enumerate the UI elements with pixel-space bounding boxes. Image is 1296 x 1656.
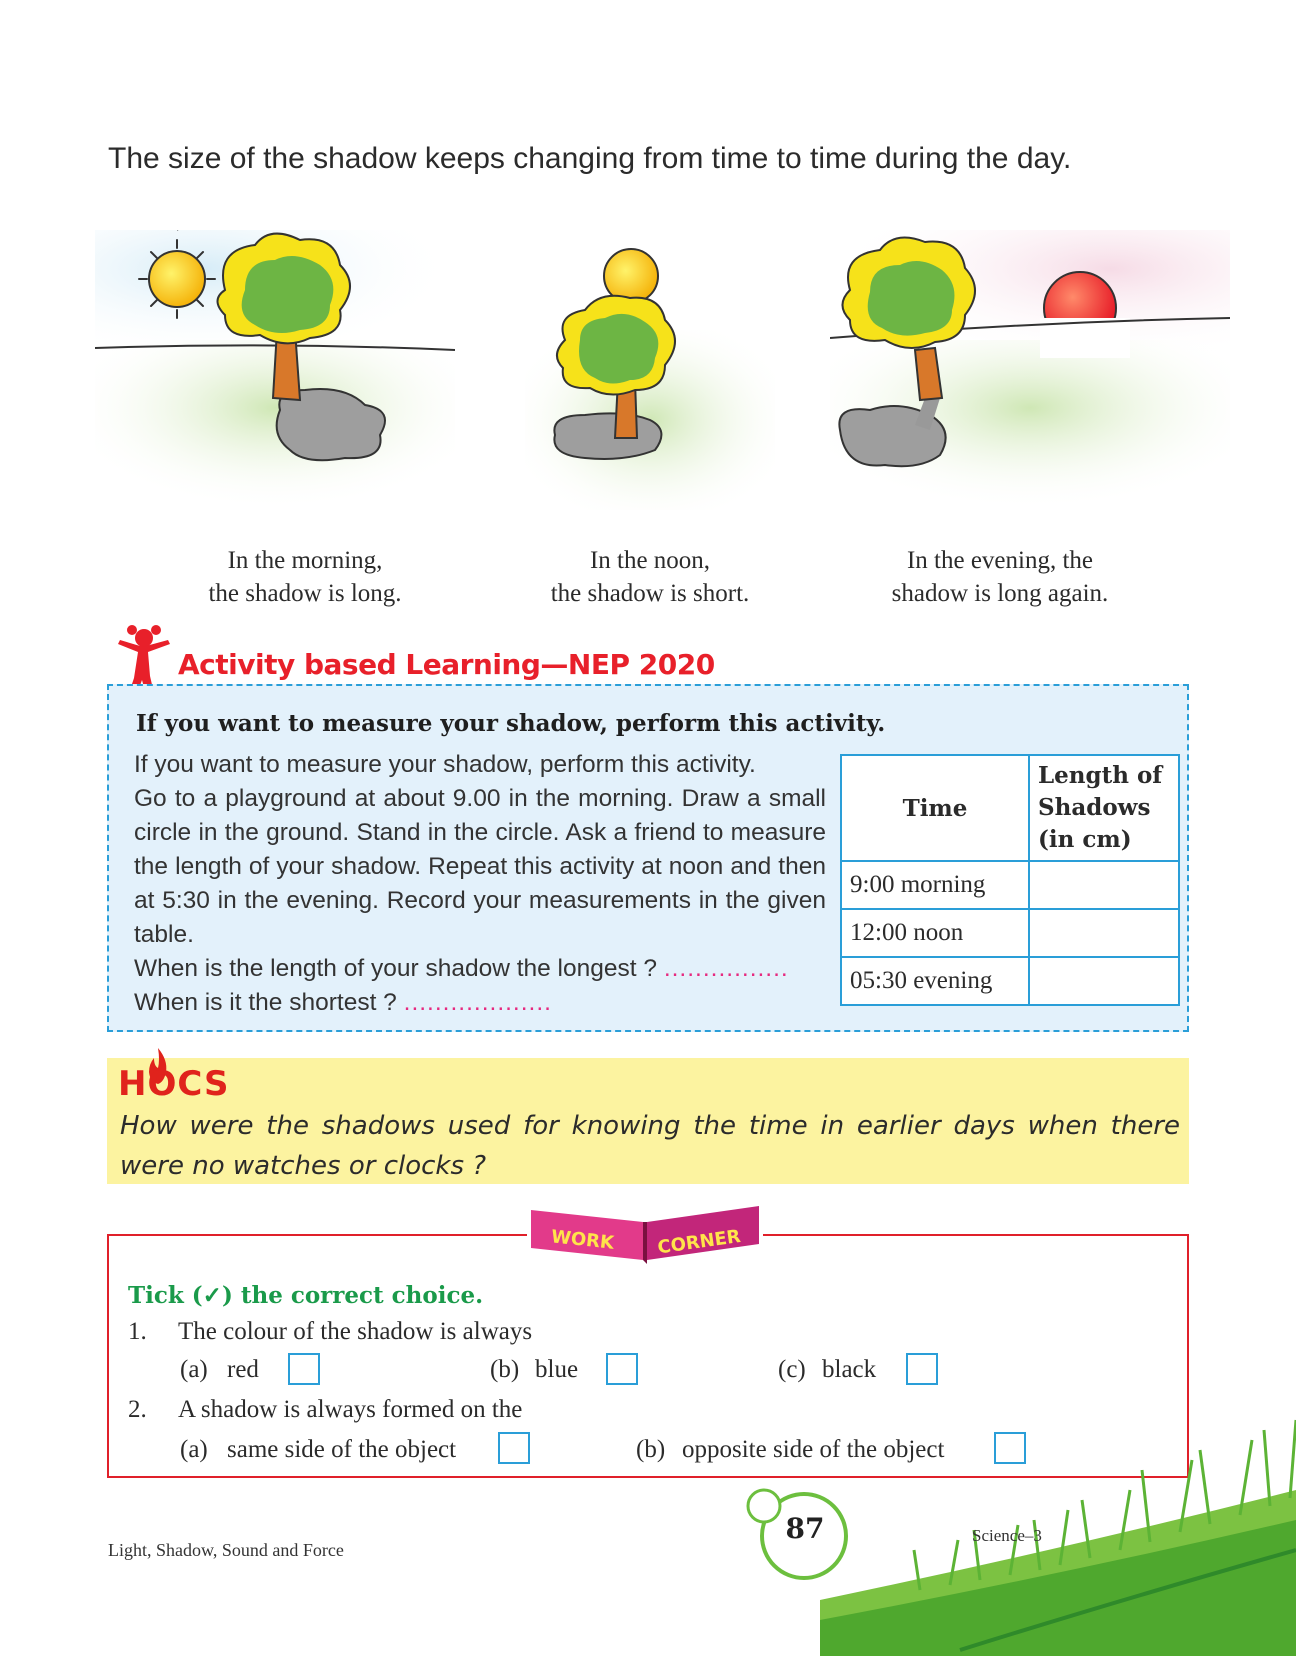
table-cell-length[interactable] [1029,957,1179,1005]
activity-question-1: When is the length of your shadow the longest ? ................ [134,955,789,982]
q2-option-b-text: opposite side of the object [682,1436,945,1463]
q2-option-a-text: same side of the object [227,1436,457,1463]
activity-para-1: If you want to measure your shadow, perform this activity. [134,751,756,778]
q1-option-b-text: blue [535,1356,579,1383]
activity-question-2: When is it the shortest ? ................... [134,989,552,1016]
activity-para-2: Go to a playground at about 9.00 in the morning. Draw a small circle in the ground. Stand in the circle. Ask a friend to measure the length of your shadow. Repeat this activity at noon and then at 5:30 in the evening. Record your measurements in the given table. [134,785,826,948]
table-cell-length[interactable] [1029,861,1179,909]
q1-option-c-label: (c) [778,1356,806,1383]
table-row [841,861,1179,909]
activity-title: Activity based Learning—NEP 2020 [178,648,715,681]
caption-evening: In the evening, the shadow is long again. [891,547,1109,607]
table-row [841,909,1179,957]
evening-tree-illustration [830,230,1230,530]
banner-corner-text: CORNER [656,1226,742,1259]
table-row [841,957,1179,1005]
table-cell-length[interactable] [1029,909,1179,957]
table-cell-time: 9:00 morning [841,861,1029,909]
hocs-title: HOCS [118,1064,230,1104]
activity-text [134,748,826,1020]
activity-heading: If you want to measure your shadow, perform this activity. [136,710,886,737]
q2-option-a-checkbox[interactable] [498,1432,530,1464]
tick-instruction: Tick (✓) the correct choice. [128,1282,484,1309]
hocs-question: How were the shadows used for knowing the time in earlier days when there were no watches or clocks ? [120,1111,1180,1181]
q1-option-b-label: (b) [490,1356,520,1383]
q1-option-c-text: black [822,1356,877,1383]
intro-text: The size of the shadow keeps changing from time to time during the day. [108,142,1072,175]
book-name: Science–3 [972,1526,1042,1545]
q2-option-b-label: (b) [636,1436,666,1463]
q1-option-a-checkbox[interactable] [288,1353,320,1385]
caption-noon: In the noon, the shadow is short. [550,547,750,607]
q1-option-b-checkbox[interactable] [606,1353,638,1385]
noon-tree-illustration [525,230,775,530]
question-2-number: 2. [128,1396,147,1423]
page-number: 87 [785,1512,825,1545]
q1-option-c-checkbox[interactable] [906,1353,938,1385]
q2-option-a-label: (a) [180,1436,208,1463]
table-cell-time: 05:30 evening [841,957,1029,1005]
morning-tree-illustration [95,230,455,530]
caption-morning: In the morning, the shadow is long. [208,547,402,607]
sun-icon [139,240,215,318]
table-header-length: Length of Shadows (in cm) [1029,755,1179,861]
grass-decoration [820,1400,1296,1656]
chapter-name: Light, Shadow, Sound and Force [108,1540,344,1560]
table-header-time: Time [841,755,1029,861]
banner-work-text: WORK [550,1226,615,1254]
q1-option-a-label: (a) [180,1356,208,1383]
question-2-text: A shadow is always formed on the [178,1396,523,1423]
answer-blank-2[interactable]: ................... [403,989,552,1016]
question-1-number: 1. [128,1318,147,1345]
question-1-text: The colour of the shadow is always [178,1318,533,1345]
table-cell-time: 12:00 noon [841,909,1029,957]
shadow-table [840,754,1180,1006]
q1-option-a-text: red [227,1356,259,1383]
work-corner-banner [527,1200,763,1270]
answer-blank-1[interactable]: ................ [663,955,789,982]
